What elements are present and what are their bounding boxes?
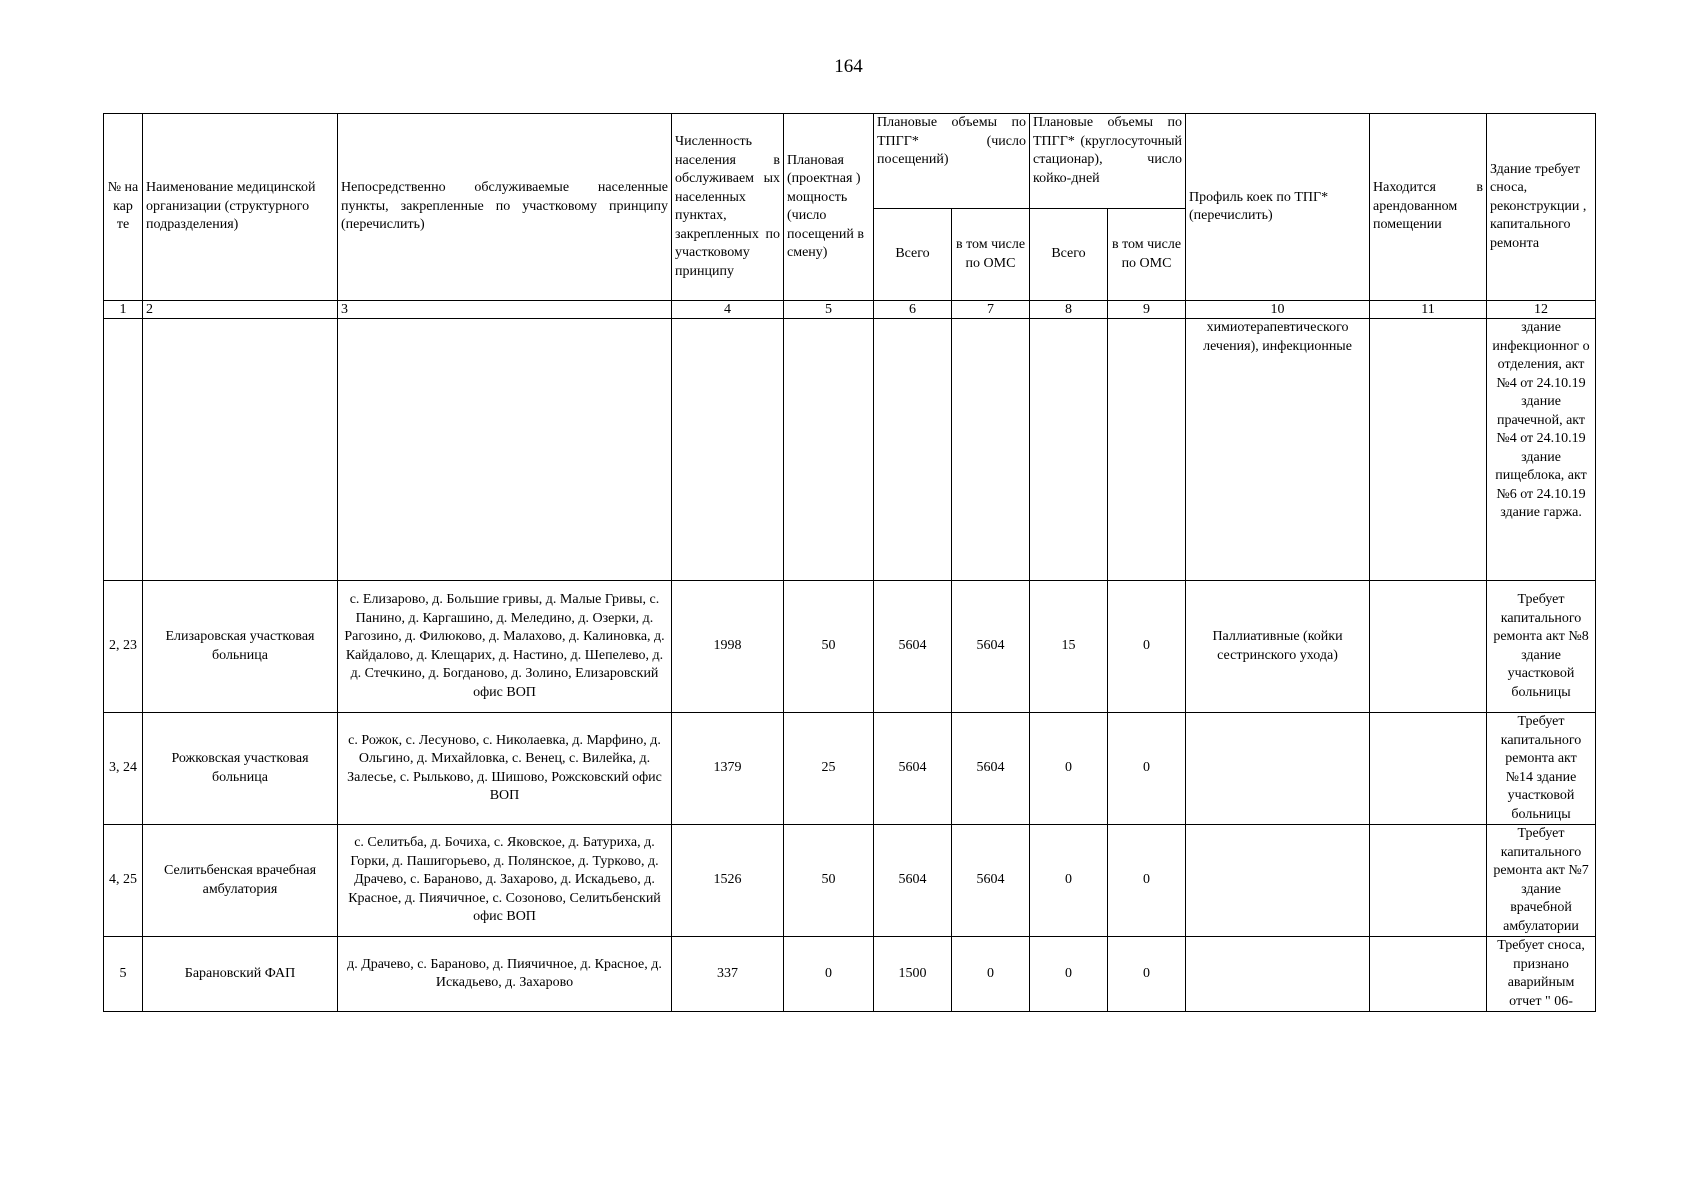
column-number: 11 [1370, 301, 1487, 319]
header-visits: Плановые объемы по ТПГГ* (число посещений) [874, 114, 1030, 209]
header-building-condition: Здание требует сноса, реконструкции , капитального ремонта [1487, 114, 1596, 301]
header-population: Численность населения в обслуживаем ых населенных пунктах, закрепленных по участковому принципу [672, 114, 784, 301]
column-number: 9 [1108, 301, 1186, 319]
cell-population: 1526 [672, 825, 784, 937]
cell-population: 1379 [672, 713, 784, 825]
cell-visits-oms: 0 [952, 937, 1030, 1012]
cell-population [672, 319, 784, 581]
cell-bed-days-total: 15 [1030, 581, 1108, 713]
cell-population: 1998 [672, 581, 784, 713]
cell-bed-days-oms [1108, 319, 1186, 581]
facilities-table [103, 113, 1596, 1012]
cell-bed-days-oms: 0 [1108, 713, 1186, 825]
header-bed-days-oms: в том числе по ОМС [1108, 209, 1186, 301]
cell-settlements: с. Рожок, с. Лесуново, с. Николаевка, д. Марфино, д. Ольгино, д. Михайловка, с. Венец, с. Вилейка, д. Залесье, с. Рыльково, д. Шишово, Рожсковский офис ВОП [338, 713, 672, 825]
cell-bed-profile: Паллиативные (койки сестринского ухода) [1186, 581, 1370, 713]
cell-capacity: 25 [784, 713, 874, 825]
cell-population: 337 [672, 937, 784, 1012]
cell-visits-total: 5604 [874, 825, 952, 937]
table-row [104, 713, 1596, 825]
header-map-number: № на кар те [104, 114, 143, 301]
cell-organization: Елизаровская участковая больница [143, 581, 338, 713]
cell-building-condition: Требует капитального ремонта акт №7 здание врачебной амбулатории [1487, 825, 1596, 937]
column-number: 4 [672, 301, 784, 319]
cell-bed-days-oms: 0 [1108, 937, 1186, 1012]
column-number: 10 [1186, 301, 1370, 319]
column-number: 7 [952, 301, 1030, 319]
cell-bed-days-total: 0 [1030, 825, 1108, 937]
column-number: 12 [1487, 301, 1596, 319]
cell-organization: Рожковская участковая больница [143, 713, 338, 825]
cell-building-condition: Требует капитального ремонта акт №14 здание участковой больницы [1487, 713, 1596, 825]
cell-map-number [104, 319, 143, 581]
column-number: 2 [143, 301, 338, 319]
cell-visits-oms: 5604 [952, 825, 1030, 937]
cell-bed-days-total: 0 [1030, 937, 1108, 1012]
cell-visits-total: 5604 [874, 713, 952, 825]
header-visits-oms: в том числе по ОМС [952, 209, 1030, 301]
cell-capacity: 50 [784, 581, 874, 713]
cell-rented [1370, 319, 1487, 581]
cell-bed-profile [1186, 713, 1370, 825]
column-number: 6 [874, 301, 952, 319]
header-row [104, 114, 1596, 209]
cell-capacity [784, 319, 874, 581]
cell-visits-total: 5604 [874, 581, 952, 713]
table-row [104, 937, 1596, 1012]
header-capacity: Плановая (проектная ) мощность (число посещений в смену) [784, 114, 874, 301]
column-number: 3 [338, 301, 672, 319]
cell-visits-oms: 5604 [952, 581, 1030, 713]
cell-visits-oms: 5604 [952, 713, 1030, 825]
cell-building-condition: Требует сноса, признано аварийным отчет " 06- [1487, 937, 1596, 1012]
cell-rented [1370, 581, 1487, 713]
column-number: 8 [1030, 301, 1108, 319]
cell-capacity: 50 [784, 825, 874, 937]
cell-settlements [338, 319, 672, 581]
table-row [104, 319, 1596, 581]
cell-settlements: с. Елизарово, д. Большие гривы, д. Малые Гривы, с. Панино, д. Каргашино, д. Меледино, д. Озерки, д. Рагозино, д. Филюково, д. Малахово, д. Калиновка, д. Кайдалово, д. Клещарих, д. Настино, д. Шепелево, д. д. Стечкино, д. Богданово, д. Золино, Елизаровский офис ВОП [338, 581, 672, 713]
cell-map-number: 4, 25 [104, 825, 143, 937]
cell-visits-total [874, 319, 952, 581]
page-number: 164 [834, 56, 863, 77]
cell-rented [1370, 825, 1487, 937]
header-bed-days: Плановые объемы по ТПГГ* (круглосуточный стационар), число койко-дней [1030, 114, 1186, 209]
cell-bed-profile: химиотерапевтического лечения), инфекционные [1186, 319, 1370, 581]
cell-capacity: 0 [784, 937, 874, 1012]
cell-visits-oms [952, 319, 1030, 581]
header-settlements: Непосредственно обслуживаемые населенные пункты, закрепленные по участковому принципу (перечислить) [338, 114, 672, 301]
column-number: 1 [104, 301, 143, 319]
cell-organization: Барановский ФАП [143, 937, 338, 1012]
table-row [104, 581, 1596, 713]
cell-bed-days-total [1030, 319, 1108, 581]
cell-organization: Селитьбенская врачебная амбулатория [143, 825, 338, 937]
cell-rented [1370, 713, 1487, 825]
cell-visits-total: 1500 [874, 937, 952, 1012]
header-rented: Находится в арендованном помещении [1370, 114, 1487, 301]
cell-map-number: 3, 24 [104, 713, 143, 825]
cell-building-condition: Требует капитального ремонта акт №8 здание участковой больницы [1487, 581, 1596, 713]
column-number-row [104, 301, 1596, 319]
header-organization: Наименование медицинской организации (структурного подразделения) [143, 114, 338, 301]
cell-bed-days-total: 0 [1030, 713, 1108, 825]
table-row [104, 825, 1596, 937]
cell-bed-profile [1186, 937, 1370, 1012]
cell-map-number: 5 [104, 937, 143, 1012]
header-bed-profile: Профиль коек по ТПГ* (перечислить) [1186, 114, 1370, 301]
cell-organization [143, 319, 338, 581]
header-visits-total: Всего [874, 209, 952, 301]
header-bed-days-total: Всего [1030, 209, 1108, 301]
cell-settlements: с. Селитьба, д. Бочиха, с. Яковское, д. Батуриха, д. Горки, д. Пашигорьево, д. Полянское, д. Турково, д. Драчево, с. Бараново, д. Захарово, д. Искадьево, д. Красное, д. Пиячичное, с. Созоново, Селитьбенский офис ВОП [338, 825, 672, 937]
cell-bed-profile [1186, 825, 1370, 937]
cell-building-condition: здание инфекционног о отделения, акт №4 от 24.10.19 здание прачечной, акт №4 от 24.10.19 здание пищеблока, акт №6 от 24.10.19 здание гаржа. [1487, 319, 1596, 581]
cell-bed-days-oms: 0 [1108, 581, 1186, 713]
cell-map-number: 2, 23 [104, 581, 143, 713]
cell-bed-days-oms: 0 [1108, 825, 1186, 937]
column-number: 5 [784, 301, 874, 319]
cell-rented [1370, 937, 1487, 1012]
cell-settlements: д. Драчево, с. Бараново, д. Пиячичное, д. Красное, д. Искадьево, д. Захарово [338, 937, 672, 1012]
